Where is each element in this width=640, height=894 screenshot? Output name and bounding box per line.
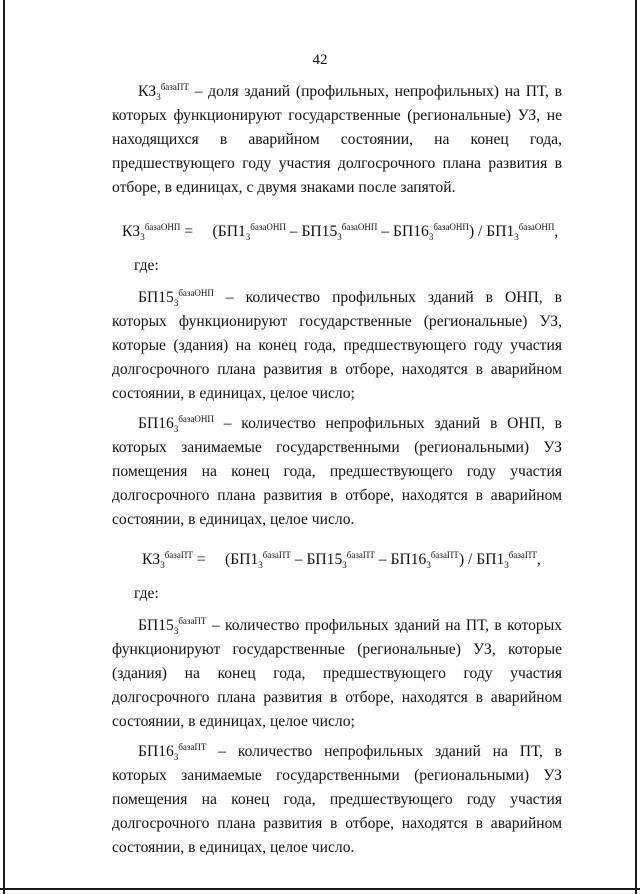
- formula-term1-sup: базаОНП: [250, 221, 286, 232]
- formula-term4-base: БП1: [476, 551, 505, 568]
- scan-border-right: [635, 0, 637, 894]
- formula-minus: –: [377, 223, 393, 240]
- definition-bp16-pt: [112, 740, 562, 860]
- symbol-subscript: 3: [173, 298, 179, 309]
- formula-term3-sup: базаПТ: [430, 549, 459, 560]
- definition-bp15-onp: [112, 286, 562, 406]
- formula-term3-base: БП16: [390, 551, 427, 568]
- symbol-bp15-pt: [138, 615, 207, 637]
- symbol-bp16-onp: [138, 413, 214, 435]
- formula-minus: –: [290, 551, 307, 568]
- formula-term3-base: БП16: [393, 223, 429, 240]
- where-label: где:: [134, 257, 159, 274]
- definition-text: – количество профильных зданий в ОНП, в которых функционируют государственные (региональные) УЗ, которые (здания) на конец года, предшествующего году участия долгосрочного плана развития в отборе, находятся в аварийном состоянии, в единицах, целое число;: [112, 289, 562, 402]
- symbol-base: БП16: [138, 743, 174, 760]
- formula-term2-base: БП15: [301, 223, 338, 240]
- formula-lhs-sup: базаОНП: [144, 221, 181, 232]
- formula-term2-sup: базаПТ: [346, 549, 375, 560]
- symbol-base: КЗ: [138, 83, 157, 100]
- formula-term4-sup: базаПТ: [508, 549, 537, 560]
- formula-term3-sup: базаОНП: [433, 221, 469, 232]
- symbol-base: БП15: [138, 289, 174, 306]
- definition-text: – количество непрофильных зданий в ОНП, в которых занимаемые государственными (региональными) УЗ помещения на конец года, предшествующего году участия долгосрочного плана развития в отборе, находятся в аварийном состоянии, в единицах, целое число.: [112, 415, 562, 528]
- symbol-bp15-onp: [138, 287, 214, 309]
- formula-kz3-pt: [112, 548, 562, 572]
- formula-term2-sub: 3: [342, 560, 347, 571]
- formula-equals: =: [180, 223, 197, 240]
- symbol-superscript: базаПТ: [178, 615, 207, 626]
- symbol-superscript: базаОНП: [178, 413, 214, 424]
- symbol-superscript: базаПТ: [178, 741, 207, 752]
- formula-term2-sup: базаОНП: [341, 221, 378, 232]
- symbol-kz3-pt: [138, 81, 189, 103]
- formula-term2-base: БП15: [306, 551, 343, 568]
- formula-divide: ) /: [468, 223, 487, 240]
- formula-term1-sub: 3: [258, 560, 263, 571]
- formula-minus: –: [374, 551, 391, 568]
- scan-border-bottom: [0, 888, 640, 890]
- formula-term2-sub: 3: [337, 232, 342, 243]
- formula-lhs-base: КЗ: [122, 223, 141, 240]
- scan-border-left: [3, 0, 5, 894]
- formula-open-paren: (: [212, 223, 218, 240]
- symbol-subscript: 3: [173, 626, 179, 637]
- formula-divide: ) /: [458, 551, 477, 568]
- symbol-subscript: 3: [173, 752, 179, 763]
- definition-bp16-onp: [112, 412, 562, 532]
- formula-term4-sup: базаОНП: [518, 221, 555, 232]
- page-number: 42: [312, 52, 328, 68]
- definition-kz3-pt: [112, 80, 562, 200]
- formula-term3-sub: 3: [428, 232, 434, 243]
- formula-term4-sub: 3: [514, 232, 519, 243]
- symbol-base: БП15: [138, 617, 174, 634]
- formula-comma: ,: [536, 551, 541, 568]
- where-label: где:: [134, 585, 159, 602]
- formula-term1-base: БП1: [217, 223, 246, 240]
- formula-term1-sup: базаПТ: [262, 549, 291, 560]
- formula-minus: –: [285, 223, 302, 240]
- symbol-superscript: базаОНП: [178, 287, 214, 298]
- document-body: [112, 80, 562, 860]
- formula-lhs-sub: 3: [160, 560, 165, 571]
- symbol-base: БП16: [138, 415, 174, 432]
- definition-text: – доля зданий (профильных, непрофильных) на ПТ, в которых функционируют государственные (региональные) УЗ, не находящихся в аварийном состоянии, на конец года, предшествующего году участия долгосрочного плана развития в отборе, в единицах, с двумя знаками после запятой.: [112, 83, 562, 196]
- symbol-subscript: 3: [156, 92, 161, 103]
- definition-text: – количество профильных зданий на ПТ, в которых функционируют государственные (региональные) УЗ, которые (здания) на конец года, предшествующего году участия долгосрочного плана развития в отборе, находятся в аварийном состоянии, в единицах, целое число;: [112, 617, 562, 730]
- formula-equals: =: [192, 551, 210, 568]
- formula-comma: ,: [554, 223, 559, 240]
- formula-term1-base: БП1: [230, 551, 259, 568]
- symbol-superscript: базаПТ: [160, 81, 189, 92]
- formula-lhs-sub: 3: [140, 232, 145, 243]
- symbol-bp16-pt: [138, 741, 207, 763]
- formula-term4-sub: 3: [504, 560, 509, 571]
- formula-term1-sub: 3: [245, 232, 251, 243]
- formula-lhs-sup: базаПТ: [164, 549, 193, 560]
- symbol-subscript: 3: [173, 424, 179, 435]
- formula-lhs-base: КЗ: [142, 551, 161, 568]
- formula-open-paren: (: [225, 551, 231, 568]
- formula-kz3-onp: [112, 220, 562, 244]
- formula-term3-sub: 3: [426, 560, 431, 571]
- formula-term4-base: БП1: [486, 223, 515, 240]
- definition-text: – количество непрофильных зданий на ПТ, в которых занимаемые государственными (региональными) УЗ помещения на конец года, предшествующего году участия долгосрочного плана развития в отборе, находятся в аварийном состоянии, в единицах, целое число.: [112, 743, 562, 856]
- definition-bp15-pt: [112, 614, 562, 734]
